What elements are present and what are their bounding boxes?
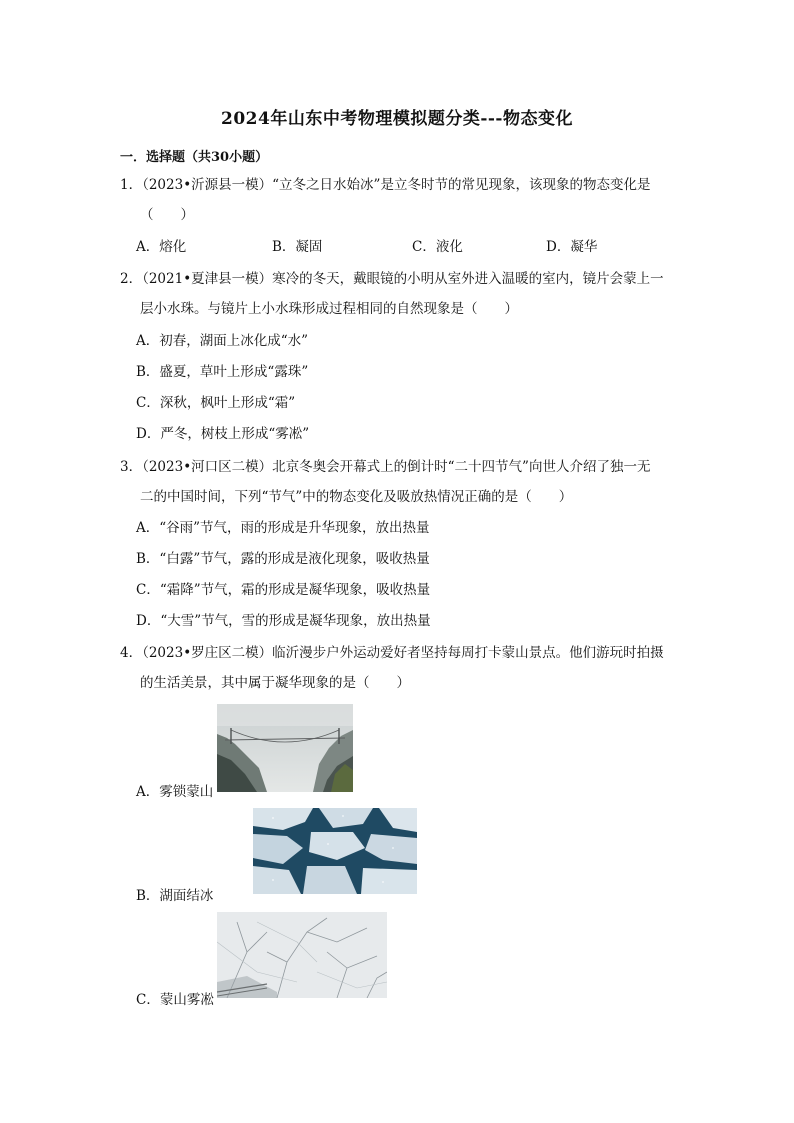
question-2-option-b: B．盛夏，草叶上形成“露珠” bbox=[136, 364, 309, 380]
question-1-option-c: C．液化 bbox=[412, 239, 463, 255]
question-3-option-b: B．“白露”节气，露的形成是液化现象，吸收热量 bbox=[136, 551, 430, 567]
question-3-stem-line1: 3．（2023•河口区二模）北京冬奥会开幕式上的倒计时“二十四节气”向世人介绍了独一无 bbox=[120, 459, 651, 475]
question-4-option-a: A．雾锁蒙山 bbox=[136, 784, 214, 800]
question-2-stem-line2: 层小水珠。与镜片上小水珠形成过程相同的自然现象是（ ） bbox=[140, 301, 518, 317]
question-3-option-c: C．“霜降”节气，霜的形成是凝华现象，吸收热量 bbox=[136, 582, 431, 598]
question-4-stem-line2: 的生活美景，其中属于凝华现象的是（ ） bbox=[140, 675, 410, 691]
question-1-option-a: A．熔化 bbox=[136, 239, 187, 255]
question-1-option-b: B．凝固 bbox=[272, 239, 323, 255]
question-2-option-a: A．初春，湖面上冰化成“水” bbox=[136, 333, 309, 349]
frozen-lake-image bbox=[253, 808, 417, 894]
question-2-option-d: D．严冬，树枝上形成“雾凇” bbox=[136, 426, 310, 442]
question-3-stem-line2: 二的中国时间，下列“节气”中的物态变化及吸放热情况正确的是（ ） bbox=[140, 489, 573, 505]
question-2-option-c: C．深秋，枫叶上形成“霜” bbox=[136, 395, 296, 411]
question-1-stem-line1: 1．（2023•沂源县一模）“立冬之日水始冰”是立冬时节的常见现象，该现象的物态变化是 bbox=[120, 177, 651, 193]
question-4-stem-line1: 4．（2023•罗庄区二模）临沂漫步户外运动爱好者坚持每周打卡蒙山景点。他们游玩时拍摄 bbox=[120, 645, 664, 661]
question-2-stem-line1: 2．（2021•夏津县一模）寒冷的冬天，戴眼镜的小明从室外进入温暖的室内，镜片会蒙上一 bbox=[120, 271, 664, 287]
page-title: 2024年山东中考物理模拟题分类---物态变化 bbox=[221, 109, 573, 129]
question-4-option-b: B．湖面结冰 bbox=[136, 888, 214, 904]
rime-mountain-image bbox=[217, 912, 387, 998]
question-4-option-c: C．蒙山雾凇 bbox=[136, 992, 214, 1008]
section-heading: 一．选择题（共30小题） bbox=[120, 150, 269, 165]
foggy-mountain-image bbox=[217, 704, 353, 792]
question-3-option-a: A．“谷雨”节气，雨的形成是升华现象，放出热量 bbox=[136, 520, 430, 536]
question-1-option-d: D．凝华 bbox=[546, 239, 598, 255]
question-3-option-d: D．“大雪”节气，雪的形成是凝华现象，放出热量 bbox=[136, 613, 431, 629]
question-1-stem-line2: （ ） bbox=[140, 207, 194, 223]
